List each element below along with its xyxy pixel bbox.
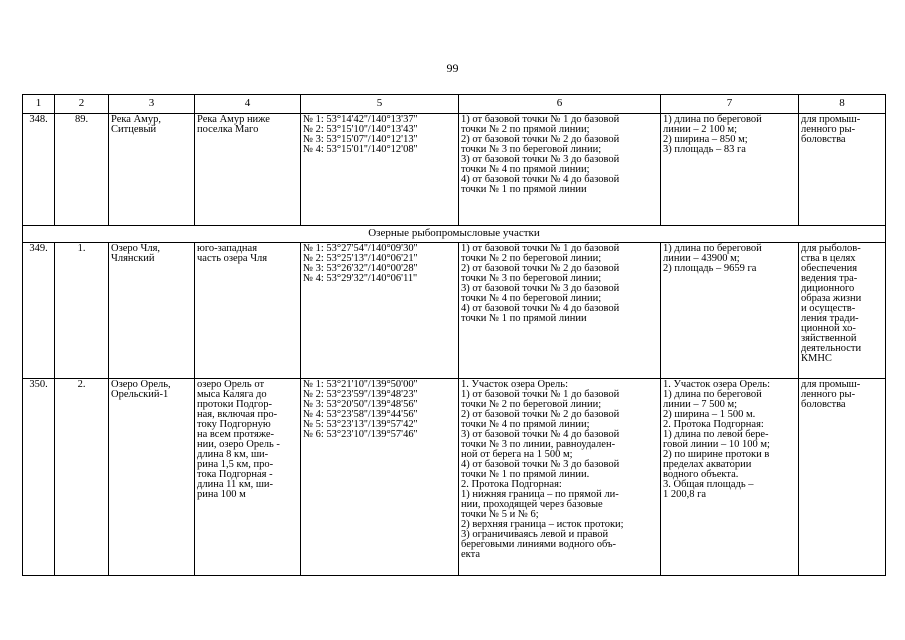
cell-text-line: Ситцевый bbox=[111, 124, 157, 135]
header-cell: 8 bbox=[799, 95, 886, 114]
cell-text-line: екта bbox=[461, 549, 481, 560]
header-cell: 3 bbox=[109, 95, 195, 114]
cell-text-line: 3. Общая площадь – bbox=[663, 479, 754, 490]
cell-text-line: 1) длина по береговой bbox=[663, 243, 762, 254]
boundary-cell bbox=[459, 379, 661, 576]
cell-text-line: юго-западная bbox=[197, 243, 258, 254]
cell-text-line: линии – 43900 м; bbox=[663, 253, 740, 264]
cell-text-line: Орельский-1 bbox=[111, 389, 169, 400]
cell-text-line: точки № 5 и № 6; bbox=[461, 509, 539, 520]
cell-text-line: Члянский bbox=[111, 253, 155, 264]
cell-text-line: береговыми линиями водного объ- bbox=[461, 539, 617, 550]
cell-text-line: № 4: 53°23'58''/139°44'56'' bbox=[303, 409, 418, 420]
section-row bbox=[23, 226, 886, 243]
cell-text-line: № 3: 53°20'50''/139°48'56'' bbox=[303, 399, 418, 410]
cell-text-line: 2) ширина – 1 500 м. bbox=[663, 409, 756, 420]
cell-text-line: № 1: 53°21'10''/139°50'00'' bbox=[303, 379, 418, 390]
cell-text-line: 2) от базовой точки № 2 до базовой bbox=[461, 263, 620, 274]
cell-text-line: точки № 3 по линии, равноудален- bbox=[461, 439, 616, 450]
cell-text-line: и осуществ- bbox=[801, 303, 856, 314]
cell-text-line: озеро Орель от bbox=[197, 379, 265, 390]
section-number-cell: 2. bbox=[55, 379, 109, 576]
row-number-cell: 350. bbox=[23, 379, 55, 576]
cell-text-line: точки № 3 по береговой линии; bbox=[461, 273, 602, 284]
boundary-cell bbox=[459, 243, 661, 379]
cell-text-line: № 2: 53°23'59''/139°48'23'' bbox=[303, 389, 418, 400]
table-row bbox=[23, 379, 886, 576]
purpose-cell bbox=[799, 114, 886, 226]
dimensions-cell bbox=[661, 114, 799, 226]
cell-text-line: поселка Маго bbox=[197, 124, 259, 135]
cell-text-line: 2) от базовой точки № 2 до базовой bbox=[461, 409, 620, 420]
table-row bbox=[23, 243, 886, 379]
dimensions-cell bbox=[661, 379, 799, 576]
cell-text-line: № 3: 53°15'07''/140°12'13'' bbox=[303, 134, 418, 145]
cell-text-line: № 4: 53°29'32''/140°06'11'' bbox=[303, 273, 417, 284]
cell-text-line: 1) от базовой точки № 1 до базовой bbox=[461, 389, 620, 400]
cell-text-line: водного объекта. bbox=[663, 469, 739, 480]
cell-text-line: 3) от базовой точки № 4 до базовой bbox=[461, 429, 620, 440]
cell-text-line: точки № 2 по береговой линии; bbox=[461, 253, 602, 264]
cell-text-line: Река Амур ниже bbox=[197, 114, 270, 125]
cell-text-line: 1. Участок озера Орель: bbox=[663, 379, 770, 390]
cell-text-line: точки № 2 по береговой линии; bbox=[461, 399, 602, 410]
cell-text-line: 2) по ширине протоки в bbox=[663, 449, 770, 460]
cell-text-line: для промыш- bbox=[801, 114, 861, 125]
cell-text-line: 1) нижняя граница – по прямой ли- bbox=[461, 489, 619, 500]
site-location-cell bbox=[195, 379, 301, 576]
cell-text-line: ная, включая про- bbox=[197, 409, 278, 420]
cell-text-line: Озеро Орель, bbox=[111, 379, 171, 390]
cell-text-line: 2) ширина – 850 м; bbox=[663, 134, 748, 145]
cell-text-line: линии – 2 100 м; bbox=[663, 124, 738, 135]
cell-text-line: пределах акватории bbox=[663, 459, 752, 470]
cell-text-line: № 2: 53°15'10''/140°13'43'' bbox=[303, 124, 418, 135]
cell-text-line: 3) ограничиваясь левой и правой bbox=[461, 529, 609, 540]
cell-text-line: боловства bbox=[801, 134, 846, 145]
cell-text-line: обеспечения bbox=[801, 263, 858, 274]
cell-text-line: 4) от базовой точки № 4 до базовой bbox=[461, 303, 620, 314]
cell-text-line: боловства bbox=[801, 399, 846, 410]
cell-text-line: № 6: 53°23'10''/139°57'46'' bbox=[303, 429, 418, 440]
cell-text-line: точки № 1 по прямой линии bbox=[461, 184, 587, 195]
cell-text-line: длина 8 км, ши- bbox=[197, 449, 269, 460]
cell-text-line: точки № 2 по прямой линии; bbox=[461, 124, 590, 135]
cell-text-line: для промыш- bbox=[801, 379, 861, 390]
cell-text-line: 2. Протока Подгорная: bbox=[461, 479, 562, 490]
site-location-cell bbox=[195, 243, 301, 379]
header-cell: 4 bbox=[195, 95, 301, 114]
cell-text-line: мыса Калягa до bbox=[197, 389, 267, 400]
cell-text-line: точки № 4 по прямой линии; bbox=[461, 164, 590, 175]
cell-text-line: говой линии – 10 100 м; bbox=[663, 439, 770, 450]
cell-text-line: на всем протяже- bbox=[197, 429, 275, 440]
cell-text-line: 1) длина по береговой bbox=[663, 389, 762, 400]
cell-text-line: точки № 4 по береговой линии; bbox=[461, 293, 602, 304]
cell-text-line: № 5: 53°23'13''/139°57'42'' bbox=[303, 419, 418, 430]
cell-text-line: 1) длина по береговой bbox=[663, 114, 762, 125]
cell-text-line: 2) верхняя граница – исток протоки; bbox=[461, 519, 624, 530]
cell-text-line: образа жизни bbox=[801, 293, 862, 304]
cell-text-line: ленного ры- bbox=[801, 389, 856, 400]
cell-text-line: 2) от базовой точки № 2 до базовой bbox=[461, 134, 620, 145]
cell-text-line: рина 1,5 км, про- bbox=[197, 459, 274, 470]
coordinates-cell bbox=[301, 114, 459, 226]
purpose-cell bbox=[799, 379, 886, 576]
cell-text-line: 3) от базовой точки № 3 до базовой bbox=[461, 283, 620, 294]
cell-text-line: № 3: 53°26'32''/140°00'28'' bbox=[303, 263, 418, 274]
cell-text-line: точки № 1 по прямой линии bbox=[461, 313, 587, 324]
cell-text-line: длина 11 км, ши- bbox=[197, 479, 274, 490]
cell-text-line: часть озера Чля bbox=[197, 253, 268, 264]
row-number-cell: 349. bbox=[23, 243, 55, 379]
cell-text-line: нии, озеро Орель - bbox=[197, 439, 280, 450]
cell-text-line: для рыболов- bbox=[801, 243, 861, 254]
cell-text-line: ционной хо- bbox=[801, 323, 856, 334]
cell-text-line: № 2: 53°25'13''/140°06'21'' bbox=[303, 253, 418, 264]
cell-text-line: ной от берега на 1 500 м; bbox=[461, 449, 573, 460]
site-name-cell bbox=[109, 243, 195, 379]
cell-text-line: ления тради- bbox=[801, 313, 859, 324]
cell-text-line: линии – 7 500 м; bbox=[663, 399, 738, 410]
cell-text-line: № 1: 53°14'42''/140°13'37'' bbox=[303, 114, 418, 125]
cell-text-line: КМНС bbox=[801, 353, 832, 364]
cell-text-line: ленного ры- bbox=[801, 124, 856, 135]
header-cell: 7 bbox=[661, 95, 799, 114]
cell-text-line: диционного bbox=[801, 283, 855, 294]
cell-text-line: 1) длина по левой бере- bbox=[663, 429, 769, 440]
cell-text-line: протоки Подгор- bbox=[197, 399, 272, 410]
cell-text-line: 4) от базовой точки № 3 до базовой bbox=[461, 459, 620, 470]
cell-text-line: рина 100 м bbox=[197, 489, 246, 500]
cell-text-line: точки № 3 по береговой линии; bbox=[461, 144, 602, 155]
table-row bbox=[23, 114, 886, 226]
header-cell: 1 bbox=[23, 95, 55, 114]
cell-text-line: ведения тра- bbox=[801, 273, 858, 284]
fishery-table bbox=[22, 94, 886, 576]
cell-text-line: току Подгорную bbox=[197, 419, 271, 430]
cell-text-line: 2. Протока Подгорная: bbox=[663, 419, 764, 430]
site-location-cell bbox=[195, 114, 301, 226]
cell-text-line: 3) площадь – 83 га bbox=[663, 144, 746, 155]
cell-text-line: ства в целях bbox=[801, 253, 856, 264]
coordinates-cell bbox=[301, 243, 459, 379]
cell-text-line: 2) площадь – 9659 га bbox=[663, 263, 757, 274]
site-name-cell bbox=[109, 379, 195, 576]
cell-text-line: 1. Участок озера Орель: bbox=[461, 379, 568, 390]
cell-text-line: тока Подгорная - bbox=[197, 469, 273, 480]
cell-text-line: зяйственной bbox=[801, 333, 857, 344]
cell-text-line: Озеро Чля, bbox=[111, 243, 161, 254]
section-number-cell: 1. bbox=[55, 243, 109, 379]
cell-text-line: деятельности bbox=[801, 343, 862, 354]
section-title: Озерные рыбопромысловые участки bbox=[23, 226, 886, 243]
cell-text-line: Река Амур, bbox=[111, 114, 161, 125]
dimensions-cell bbox=[661, 243, 799, 379]
boundary-cell bbox=[459, 114, 661, 226]
cell-text-line: 1 200,8 га bbox=[663, 489, 707, 500]
coordinates-cell bbox=[301, 379, 459, 576]
cell-text-line: № 4: 53°15'01''/140°12'08'' bbox=[303, 144, 418, 155]
header-cell: 6 bbox=[459, 95, 661, 114]
purpose-cell bbox=[799, 243, 886, 379]
row-number-cell: 348. bbox=[23, 114, 55, 226]
cell-text-line: точки № 4 по прямой линии; bbox=[461, 419, 590, 430]
cell-text-line: точки № 1 по прямой линии. bbox=[461, 469, 590, 480]
header-row bbox=[23, 95, 886, 114]
cell-text-line: 4) от базовой точки № 4 до базовой bbox=[461, 174, 620, 185]
header-cell: 5 bbox=[301, 95, 459, 114]
cell-text-line: 1) от базовой точки № 1 до базовой bbox=[461, 114, 620, 125]
cell-text-line: № 1: 53°27'54''/140°09'30'' bbox=[303, 243, 418, 254]
header-cell: 2 bbox=[55, 95, 109, 114]
site-name-cell bbox=[109, 114, 195, 226]
cell-text-line: 3) от базовой точки № 3 до базовой bbox=[461, 154, 620, 165]
cell-text-line: нии, проходящей через базовые bbox=[461, 499, 603, 510]
cell-text-line: 1) от базовой точки № 1 до базовой bbox=[461, 243, 620, 254]
page-number: 99 bbox=[446, 61, 459, 75]
section-number-cell: 89. bbox=[55, 114, 109, 226]
